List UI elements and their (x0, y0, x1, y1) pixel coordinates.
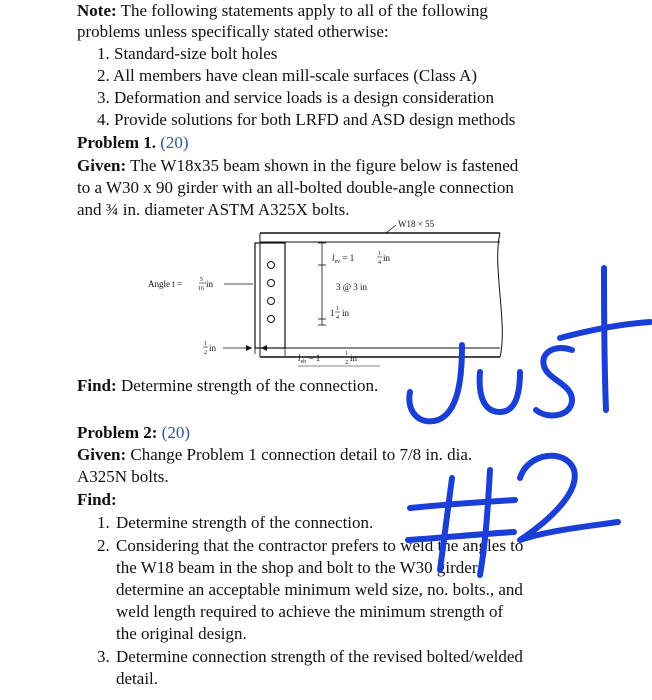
problem2-points: (20) (161, 423, 190, 442)
problem2-given-2: A325N bolts. (77, 467, 169, 486)
lev-label: $l_{ev} = 1$ (332, 253, 355, 265)
hw-hash-3 (410, 500, 515, 508)
problem1-heading: Problem 1. (20) (77, 133, 189, 152)
bolt-2 (268, 280, 275, 287)
beam-label: W18 × 55 (398, 219, 435, 229)
bolt-3 (268, 298, 275, 305)
problem2-find-label: Find: (77, 490, 117, 509)
bottom-unit: in (342, 308, 350, 318)
bolt-4 (268, 316, 275, 323)
beam-label-leader (386, 225, 396, 233)
hw-letter-s (536, 348, 572, 415)
leh-num: 1 (345, 351, 348, 357)
problem2-item-3-line-2: detail. (116, 669, 159, 688)
bottom-edge-label: 1 (330, 308, 335, 318)
bottom-den: 4 (336, 315, 339, 321)
problem2-item-2-line-4: weld length required to achieve the minimum strength of (116, 602, 504, 621)
problem2-item-1-num: 1. (97, 513, 110, 532)
leh-unit: in (350, 353, 358, 363)
problem1-given-1: Given: The W18x35 beam shown in the figure below is fastened (77, 156, 519, 175)
problem2-item-3-num: 3. (97, 647, 110, 666)
gap-num: 1 (204, 341, 207, 347)
problem1-points: (20) (160, 133, 189, 152)
note-item-3: 3. Deformation and service loads is a design consideration (97, 88, 495, 107)
problem2-item-1-line-1: Determine strength of the connection. (116, 513, 374, 532)
angle-num: 5 (200, 277, 203, 283)
connection-figure (140, 215, 520, 375)
leh-arrow-head (261, 345, 267, 351)
leh-den: 2 (345, 360, 348, 366)
problem2-item-2-line-1: Considering that the contractor prefers to weld the angles to (116, 536, 524, 555)
leh-label: $l_{eh} = 1$ (298, 353, 321, 365)
bottom-num: 1 (336, 306, 339, 312)
hw-digit-2 (520, 456, 618, 540)
problem1-find: Find: Determine strength of the connection. (77, 376, 379, 395)
lev-den: 4 (378, 260, 381, 266)
note-line-2: problems unless specifically stated otherwise: (77, 22, 389, 41)
hw-letter-u (480, 372, 520, 412)
note-item-4: 4. Provide solutions for both LRFD and ASD design methods (97, 110, 516, 129)
problem2-item-3-line-1: Determine connection strength of the revised bolted/welded (116, 647, 523, 666)
note-line-1: Note: The following statements apply to all of the following (77, 1, 488, 20)
note-item-1: 1. Standard-size bolt holes (97, 44, 278, 63)
lev-num: 1 (378, 251, 381, 257)
problem1-given-3: and ¾ in. diameter ASTM A325X bolts. (77, 200, 350, 219)
gap-arrow-head (246, 345, 252, 351)
spacing-label: 3 @ 3 in (336, 282, 368, 292)
note-label: Note: (77, 1, 117, 20)
gap-den: 2 (204, 350, 207, 356)
angle-den: 16 (198, 286, 204, 292)
bolt-1 (268, 262, 275, 269)
angle-label: Angle t = (148, 279, 183, 289)
note-item-2: 2. All members have clean mill-scale surfaces (Class A) (97, 66, 478, 85)
problem2-item-2-line-5: the original design. (116, 624, 247, 643)
problem2-item-2-line-3: determine an acceptable minimum weld size, no. bolts., and (116, 580, 523, 599)
problem2-item-2-line-2: the W18 beam in the shop and bolt to the W30 girder, (116, 558, 482, 577)
hw-hash-2 (480, 470, 490, 575)
hw-letter-t-bar (560, 322, 650, 338)
problem2-heading: Problem 2: (20) (77, 423, 190, 442)
beam-break-line (498, 233, 503, 357)
angle-unit: in (206, 279, 214, 289)
gap-unit: in (209, 343, 217, 353)
problem2-item-2-num: 2. (97, 536, 110, 555)
lev-unit: in (383, 253, 391, 263)
hw-letter-t-stem (604, 268, 606, 410)
problem2-given-1: Given: Change Problem 1 connection detail to 7/8 in. dia. (77, 445, 473, 464)
problem1-given-2: to a W30 x 90 girder with an all-bolted double-angle connection (77, 178, 514, 197)
